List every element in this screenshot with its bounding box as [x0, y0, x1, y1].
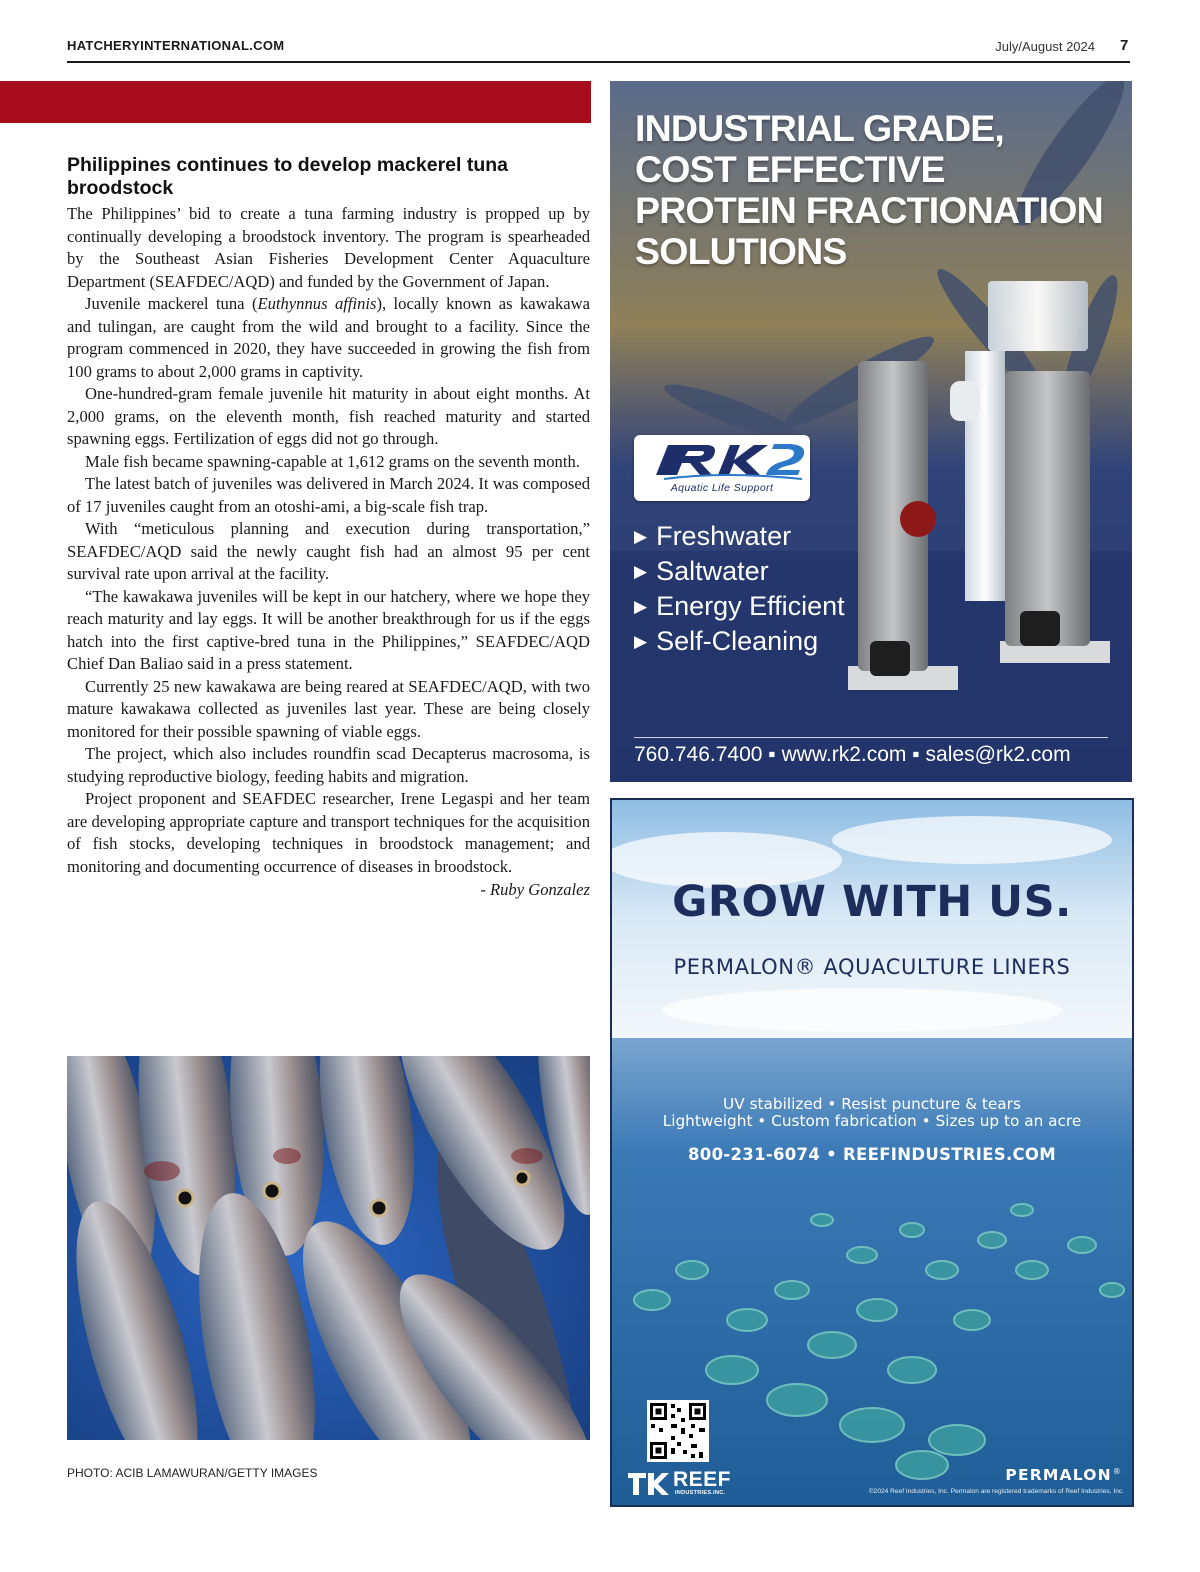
reef-brand-name: REEF [673, 1468, 732, 1491]
qr-code-icon[interactable] [647, 1400, 709, 1462]
issue-date: July/August 2024 [995, 39, 1095, 54]
permalon-advertisement[interactable] [610, 798, 1134, 1507]
article-paragraph: With “meticulous planning and execution during transportation,” SEAFDEC/AQD said the newly caught fish had an almost 95 per cent survival rate upon arrival at the facility. [67, 519, 590, 583]
permalon-logo [1005, 1466, 1122, 1484]
permalon-contact-line[interactable]: 800-231-6074 • REEFINDUSTRIES.COM [688, 1145, 1056, 1164]
article-paragraph: Currently 25 new kawakawa are being reared at SEAFDEC/AQD, with two mature kawakawa collected as juveniles last year. These are being closely monitored for their possible spawning of viable eggs. [67, 676, 590, 741]
rk2-ad-headline-line: INDUSTRIAL GRADE, [635, 107, 1005, 149]
article-paragraph: The latest batch of juveniles was delivered in March 2024. It was composed of 17 juveniles caught from an otoshi-ami, a big-scale fish trap. [67, 474, 590, 516]
rk2-feature-label: Freshwater [656, 521, 792, 551]
triangle-bullet-icon: ▶ [634, 597, 648, 616]
article-paragraph: Project proponent and SEAFDEC researcher, Irene Legaspi and her team are developing appropriate capture and transport techniques for the acquisition of fish stocks, developing techniques in broodstock management; and monitoring and documenting occurrence of diseases in broodstock. [67, 789, 590, 876]
rk2-contact-line[interactable]: 760.746.7400 ▪ www.rk2.com ▪ sales@rk2.com [634, 743, 1071, 766]
rk2-feature-label: Saltwater [656, 556, 769, 586]
qr-code-graphic [647, 1400, 709, 1462]
rk2-logo-tagline: Aquatic Life Support [670, 482, 774, 494]
article-paragraph: Male fish became spawning-capable at 1,612 grams on the seventh month. [85, 451, 580, 471]
species-name: Euthynnus affinis [257, 294, 377, 313]
article-paragraph: One-hundred-gram female juvenile hit maturity in about eight months. At 2,000 grams, on the eleventh month, fish reached maturity and started spawning eggs. Fertilization of eggs did not go through. [67, 384, 590, 448]
article-paragraph: Juvenile mackerel tuna (Euthynnus affinis), locally known as kawakawa and tulingan, are caught from the wild and brought to a facility. Since the program commenced in 2020, they have succeeded in growing the fish from 100 grams to about 2,000 grams in captivity. [67, 294, 590, 381]
tuna-photo-illustration [67, 1056, 590, 1440]
header-rule [67, 61, 1130, 63]
section-color-band [0, 81, 591, 123]
rk2-logo [634, 435, 810, 501]
article-paragraph: The Philippines’ bid to create a tuna farming industry is propped up by continually developing a broodstock inventory. The program is spearheaded by the Southeast Asian Fisheries Development Center Aquaculture Department (SEAFDEC/AQD) and funded by the Government of Japan. [67, 204, 590, 291]
rk2-advertisement[interactable] [610, 81, 1132, 782]
rk2-feature-item [634, 589, 845, 624]
article-paragraph: “The kawakawa juveniles will be kept in our hatchery, where we hope they reach maturity and lay eggs. It will be another breakthrough for us if the eggs hatch into the first captive-bred tuna in the Philippines,” SEAFDEC/AQD Chief Dan Baliao said in a press statement. [67, 586, 590, 673]
rk2-feature-label: Self-Cleaning [656, 626, 819, 656]
rk2-ad-headline [635, 108, 1115, 272]
article-paragraph: The project, which also includes roundfin scad Decapterus macrosoma, is studying reproductive biology, feeding habits and migration. [67, 744, 590, 786]
article-byline: - Ruby Gonzalez [480, 880, 590, 899]
reef-logo-mark-icon [626, 1469, 670, 1497]
rk2-logo-mark [634, 435, 810, 483]
tuna-photo [67, 1056, 590, 1440]
page-number: 7 [1120, 37, 1129, 54]
permalon-features-line: UV stabilized • Resist puncture & tears [723, 1095, 1021, 1113]
triangle-bullet-icon: ▶ [634, 562, 648, 581]
article-headline: Philippines continues to develop mackerel tuna broodstock [67, 154, 509, 199]
rk2-feature-label: Energy Efficient [656, 591, 845, 621]
publication-site: HATCHERYINTERNATIONAL.COM [67, 38, 285, 53]
registered-mark-icon: ® [1112, 1466, 1122, 1476]
reef-industries-logo [626, 1468, 736, 1500]
rk2-feature-item [634, 624, 845, 659]
rk2-ad-headline-line: COST EFFECTIVE [635, 148, 945, 190]
rk2-contact-divider [634, 737, 1108, 738]
triangle-bullet-icon: ▶ [634, 527, 648, 546]
reef-brand-sub: INDUSTRIES.INC. [675, 1490, 726, 1496]
article-body [67, 203, 590, 878]
rk2-ad-headline-line: PROTEIN FRACTIONATION [635, 189, 1103, 231]
rk2-feature-item [634, 519, 845, 554]
rk2-ad-headline-line: SOLUTIONS [635, 230, 847, 272]
permalon-brand-name: PERMALON [1005, 1466, 1112, 1484]
photo-credit: PHOTO: ACIB LAMAWURAN/GETTY IMAGES [67, 1466, 318, 1480]
rk2-feature-item [634, 554, 845, 589]
permalon-ad-headline: GROW WITH US. [672, 877, 1072, 927]
permalon-ad-subtitle: PERMALON® AQUACULTURE LINERS [673, 955, 1071, 979]
rk2-feature-list [634, 519, 845, 659]
triangle-bullet-icon: ▶ [634, 632, 648, 651]
article [67, 154, 590, 902]
permalon-features-line: Lightweight • Custom fabrication • Sizes up to an acre [662, 1112, 1082, 1130]
permalon-legal-notice: ©2024 Reef Industries, Inc. Permalon are registered trademarks of Reef Industries, Inc. [868, 1488, 1124, 1495]
